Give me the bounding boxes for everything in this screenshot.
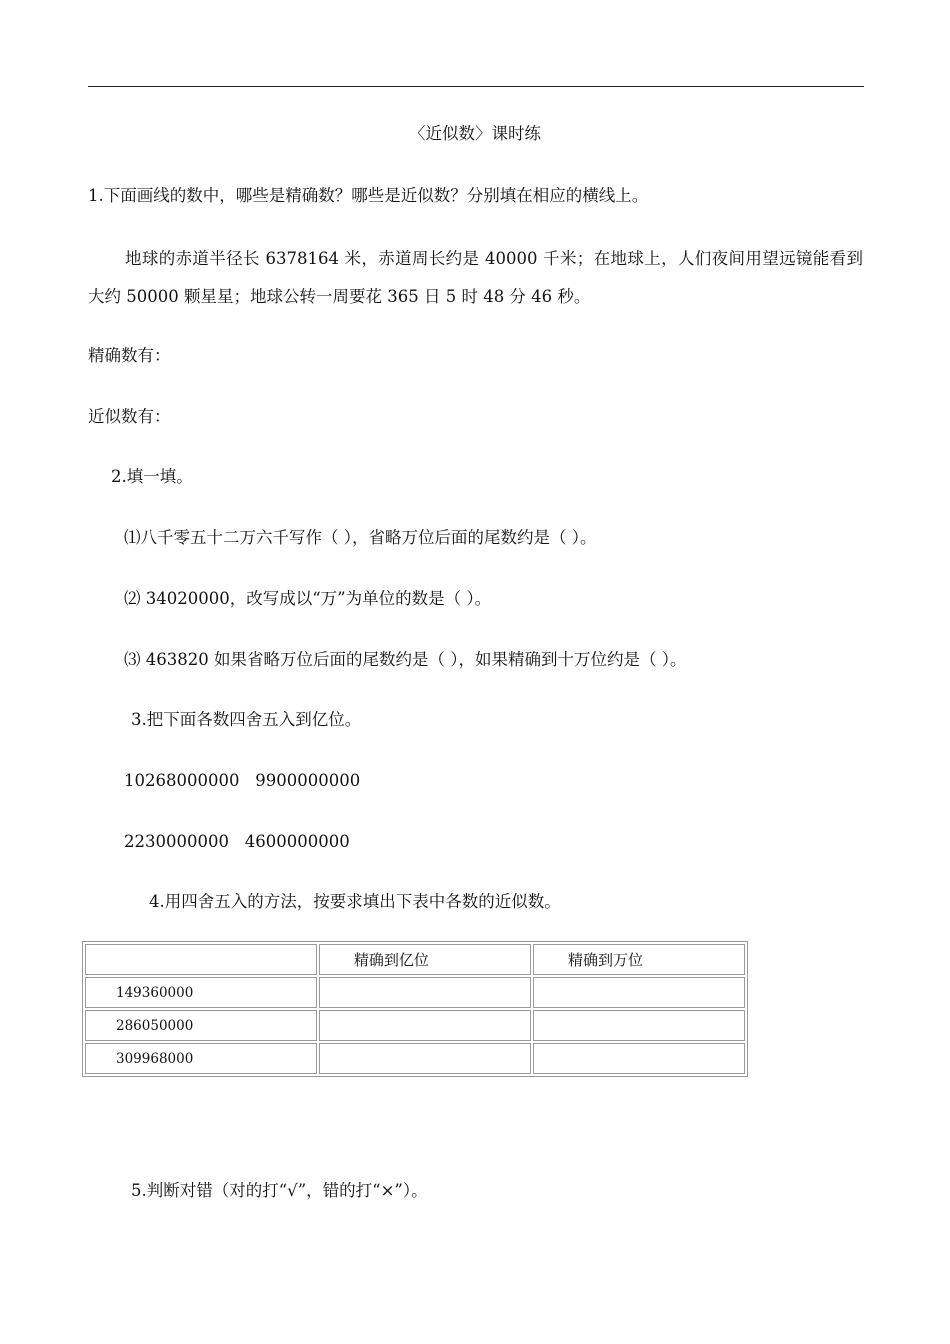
table-cell-answer-wan[interactable] xyxy=(533,1043,745,1074)
table-row xyxy=(85,1010,745,1041)
question-2-item-2: ⑵ 34020000，改写成以“万”为单位的数是（ ）。 xyxy=(124,589,492,608)
table-header-cell-blank xyxy=(85,944,317,975)
approximate-numbers-label: 近似数有： xyxy=(88,407,171,426)
question-2-item-3: ⑶ 463820 如果省略万位后面的尾数约是（ ），如果精确到十万位约是（ ）。 xyxy=(124,650,687,669)
approximation-table xyxy=(82,941,748,1077)
question-1-prompt: 1.下面画线的数中，哪些是精确数？哪些是近似数？分别填在相应的横线上。 xyxy=(88,186,649,205)
table-cell-answer-wan[interactable] xyxy=(533,977,745,1008)
table-header-cell-wan: 精确到万位 xyxy=(533,944,745,975)
table-cell-answer-yi[interactable] xyxy=(319,977,531,1008)
question-3-numbers-row-1: 10268000000 9900000000 xyxy=(124,771,361,790)
table-cell-answer-yi[interactable] xyxy=(319,1010,531,1041)
question-4-prompt: 4.用四舍五入的方法，按要求填出下表中各数的近似数。 xyxy=(149,892,561,911)
table-row xyxy=(85,977,745,1008)
question-3-numbers-row-2: 2230000000 4600000000 xyxy=(124,832,350,851)
question-1-passage: 地球的赤道半径长 6378164 米，赤道周长约是 40000 千米；在地球上，人们夜间用望远镜能看到大约 50000 颗星星；地球公转一周要花 365 日 5 时 48 分 46 秒。 xyxy=(88,249,863,306)
table-cell-number: 149360000 xyxy=(85,977,317,1008)
table-cell-answer-wan[interactable] xyxy=(533,1010,745,1041)
table-header-row xyxy=(85,944,745,975)
page-title: 〈近似数〉课时练 xyxy=(409,124,541,143)
table-row xyxy=(85,1043,745,1074)
question-2-item-1: ⑴八千零五十二万六千写作（ ），省略万位后面的尾数约是（ ）。 xyxy=(124,528,597,547)
table-cell-answer-yi[interactable] xyxy=(319,1043,531,1074)
table-header-cell-yi: 精确到亿位 xyxy=(319,944,531,975)
header-rule xyxy=(88,86,864,87)
exact-numbers-label: 精确数有： xyxy=(88,346,171,365)
question-5-prompt: 5.判断对错（对的打“√”，错的打“×”）。 xyxy=(131,1181,428,1200)
table-cell-number: 286050000 xyxy=(85,1010,317,1041)
table-cell-number: 309968000 xyxy=(85,1043,317,1074)
question-2-prompt: 2.填一填。 xyxy=(111,467,193,486)
question-3-prompt: 3.把下面各数四舍五入到亿位。 xyxy=(131,710,362,729)
